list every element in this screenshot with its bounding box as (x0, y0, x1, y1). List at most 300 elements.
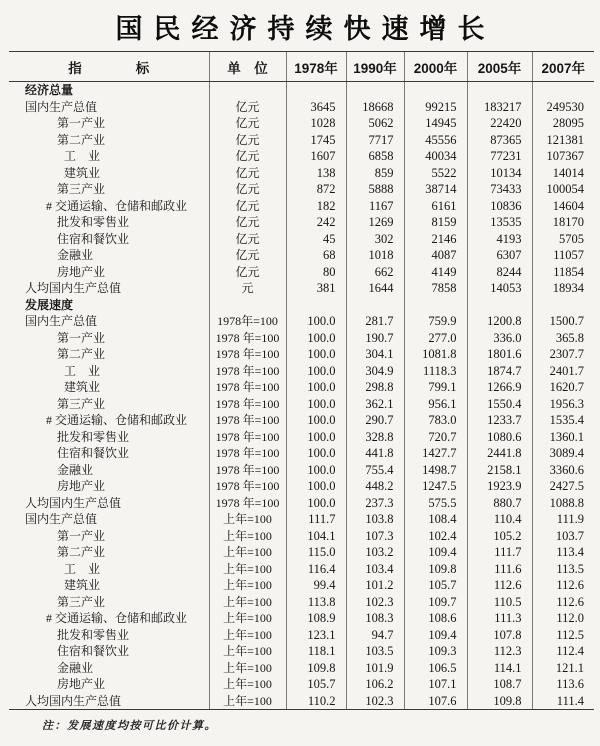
unit-cell: 亿元 (209, 148, 286, 165)
indicator-label: 批发和零售业 (57, 215, 130, 229)
table-row (9, 148, 594, 165)
value-cell: 799.1 (404, 379, 467, 396)
column-header-unit: 单 位 (209, 52, 286, 82)
value-cell: 73433 (467, 181, 532, 198)
value-cell: 109.8 (467, 693, 532, 710)
value-cell: 94.7 (346, 627, 404, 644)
value-cell: 5705 (532, 231, 594, 248)
value-cell: 441.8 (346, 445, 404, 462)
indicator-label: # 交通运输、仓储和邮政业 (46, 611, 188, 625)
value-cell: 45 (286, 231, 346, 248)
table-row (9, 544, 594, 561)
value-cell: 1028 (286, 115, 346, 132)
value-cell: 14014 (532, 165, 594, 182)
unit-cell: 上年=100 (209, 660, 286, 677)
value-cell: 2158.1 (467, 462, 532, 479)
value-cell: 100.0 (286, 313, 346, 330)
unit-cell (209, 297, 286, 314)
table-row (9, 396, 594, 413)
value-cell: 109.8 (404, 561, 467, 578)
value-cell: 103.8 (346, 511, 404, 528)
table-row (9, 445, 594, 462)
value-cell: 2307.7 (532, 346, 594, 363)
value-cell: 112.6 (532, 594, 594, 611)
unit-cell: 亿元 (209, 231, 286, 248)
value-cell: 108.6 (404, 610, 467, 627)
header-row (9, 52, 594, 82)
indicator-label: 批发和零售业 (57, 429, 130, 444)
value-cell: 100.0 (286, 346, 346, 363)
value-cell: 190.7 (346, 330, 404, 347)
value-cell: 18170 (532, 214, 594, 231)
section-row (9, 297, 594, 314)
table-row (9, 462, 594, 479)
table-row (9, 676, 594, 693)
value-cell: 102.3 (346, 594, 404, 611)
table-row (9, 627, 594, 644)
value-cell: 113.5 (532, 561, 594, 578)
value-cell: 1081.8 (404, 346, 467, 363)
value-cell: 1801.6 (467, 346, 532, 363)
value-cell: 1500.7 (532, 313, 594, 330)
unit-cell: 上年=100 (209, 643, 286, 660)
value-cell: 100.0 (286, 478, 346, 495)
value-cell: 100054 (532, 181, 594, 198)
value-cell: 1874.7 (467, 363, 532, 380)
value-cell: 38714 (404, 181, 467, 198)
value-cell: 14604 (532, 198, 594, 215)
indicator-label: 建筑业 (64, 578, 101, 592)
unit-cell: 亿元 (209, 198, 286, 215)
value-cell: 14945 (404, 115, 467, 132)
value-cell: 28095 (532, 115, 594, 132)
table-row (9, 247, 594, 264)
value-cell: 6858 (346, 148, 404, 165)
value-cell: 183217 (467, 99, 532, 116)
value-cell: 10134 (467, 165, 532, 182)
indicator-label: 工 业 (64, 149, 101, 163)
value-cell: 11854 (532, 264, 594, 281)
value-cell: 302 (346, 231, 404, 248)
table-row (9, 660, 594, 677)
value-cell: 100.0 (286, 363, 346, 380)
value-cell: 118.1 (286, 643, 346, 660)
indicator-label: 住宿和餐饮业 (57, 644, 130, 658)
value-cell: 111.4 (532, 693, 594, 710)
national-economy-table (9, 51, 594, 710)
value-cell: 105.7 (286, 676, 346, 693)
indicator-label: 第二产业 (57, 545, 106, 559)
table-row (9, 610, 594, 627)
table-row (9, 594, 594, 611)
value-cell: 121.1 (532, 660, 594, 677)
value-cell: 111.7 (286, 511, 346, 528)
value-cell: 4193 (467, 231, 532, 248)
value-cell: 2427.5 (532, 478, 594, 495)
unit-cell: 1978 年=100 (209, 445, 286, 462)
value-cell: 102.4 (404, 528, 467, 545)
indicator-label: 第一产业 (57, 116, 106, 130)
unit-cell: 上年=100 (209, 511, 286, 528)
value-cell: 1088.8 (532, 495, 594, 512)
indicator-label: 房地产业 (57, 677, 106, 691)
unit-cell: 上年=100 (209, 594, 286, 611)
indicator-label: 第一产业 (57, 330, 106, 345)
value-cell: 1167 (346, 198, 404, 215)
column-header-indicator: 指 标 (9, 52, 209, 82)
value-cell: 108.7 (467, 676, 532, 693)
value-cell: 3645 (286, 99, 346, 116)
value-cell: 87365 (467, 132, 532, 149)
unit-cell: 1978 年=100 (209, 330, 286, 347)
value-cell: 68 (286, 247, 346, 264)
indicator-label: 第三产业 (57, 182, 106, 196)
value-cell: 77231 (467, 148, 532, 165)
indicator-label: 第一产业 (57, 528, 106, 543)
value-cell: 4087 (404, 247, 467, 264)
value-cell: 14053 (467, 280, 532, 297)
value-cell (286, 82, 346, 99)
indicator-label: 金融业 (57, 248, 94, 262)
footnote: 注：发展速度均按可比价计算。 (42, 720, 217, 732)
indicator-label: 住宿和餐饮业 (57, 446, 130, 460)
value-cell: 112.6 (532, 577, 594, 594)
value-cell: 5522 (404, 165, 467, 182)
value-cell: 18934 (532, 280, 594, 297)
indicator-label: # 交通运输、仓储和邮政业 (46, 198, 188, 213)
value-cell: 100.0 (286, 396, 346, 413)
unit-cell: 上年=100 (209, 627, 286, 644)
table-row (9, 577, 594, 594)
value-cell: 101.2 (346, 577, 404, 594)
indicator-label: 建筑业 (64, 380, 101, 394)
section-label: 发展速度 (25, 297, 74, 312)
indicator-label: 金融业 (57, 660, 94, 675)
value-cell: 112.0 (532, 610, 594, 627)
value-cell: 7717 (346, 132, 404, 149)
value-cell: 3360.6 (532, 462, 594, 479)
unit-cell: 1978 年=100 (209, 495, 286, 512)
column-header-1978: 1978年 (286, 52, 346, 82)
value-cell: 11057 (532, 247, 594, 264)
indicator-label: 国内生产总值 (25, 99, 98, 114)
value-cell: 109.4 (404, 544, 467, 561)
value-cell: 8159 (404, 214, 467, 231)
value-cell: 100.0 (286, 495, 346, 512)
value-cell: 362.1 (346, 396, 404, 413)
indicator-label: 金融业 (57, 462, 94, 477)
value-cell: 116.4 (286, 561, 346, 578)
unit-cell: 上年=100 (209, 693, 286, 710)
table-row (9, 346, 594, 363)
unit-cell: 亿元 (209, 264, 286, 281)
value-cell: 110.5 (467, 594, 532, 611)
table-row (9, 264, 594, 281)
unit-cell: 亿元 (209, 165, 286, 182)
value-cell: 4149 (404, 264, 467, 281)
value-cell: 1018 (346, 247, 404, 264)
value-cell (467, 297, 532, 314)
value-cell: 99.4 (286, 577, 346, 594)
column-header-1990: 1990年 (346, 52, 404, 82)
indicator-label: 第二产业 (57, 347, 106, 361)
value-cell: 103.4 (346, 561, 404, 578)
table-row (9, 330, 594, 347)
value-cell: 112.5 (532, 627, 594, 644)
value-cell: 80 (286, 264, 346, 281)
value-cell: 112.3 (467, 643, 532, 660)
value-cell: 1247.5 (404, 478, 467, 495)
column-header-2007: 2007年 (532, 52, 594, 82)
table-row (9, 528, 594, 545)
value-cell: 182 (286, 198, 346, 215)
table-row (9, 198, 594, 215)
value-cell: 381 (286, 280, 346, 297)
value-cell: 7858 (404, 280, 467, 297)
value-cell: 1266.9 (467, 379, 532, 396)
unit-cell: 1978 年=100 (209, 396, 286, 413)
table-row (9, 132, 594, 149)
value-cell: 115.0 (286, 544, 346, 561)
value-cell: 365.8 (532, 330, 594, 347)
unit-cell: 亿元 (209, 214, 286, 231)
indicator-label: 建筑业 (64, 165, 101, 180)
value-cell: 111.6 (467, 561, 532, 578)
unit-cell: 元 (209, 280, 286, 297)
value-cell: 103.2 (346, 544, 404, 561)
value-cell: 662 (346, 264, 404, 281)
column-header-2000: 2000年 (404, 52, 467, 82)
value-cell: 105.2 (467, 528, 532, 545)
value-cell: 40034 (404, 148, 467, 165)
unit-cell: 1978 年=100 (209, 478, 286, 495)
value-cell: 1644 (346, 280, 404, 297)
value-cell: 6161 (404, 198, 467, 215)
value-cell: 1607 (286, 148, 346, 165)
value-cell: 109.8 (286, 660, 346, 677)
unit-cell: 1978 年=100 (209, 346, 286, 363)
value-cell: 1550.4 (467, 396, 532, 413)
value-cell: 109.3 (404, 643, 467, 660)
value-cell: 783.0 (404, 412, 467, 429)
value-cell: 107.3 (346, 528, 404, 545)
value-cell: 123.1 (286, 627, 346, 644)
column-header-2005: 2005年 (467, 52, 532, 82)
table-row (9, 231, 594, 248)
value-cell: 100.0 (286, 412, 346, 429)
value-cell: 113.8 (286, 594, 346, 611)
table-row (9, 313, 594, 330)
unit-cell: 亿元 (209, 247, 286, 264)
table-row (9, 429, 594, 446)
value-cell: 859 (346, 165, 404, 182)
indicator-label: 第二产业 (57, 132, 106, 147)
indicator-label: 房地产业 (57, 479, 106, 493)
table-row (9, 363, 594, 380)
value-cell: 102.3 (346, 693, 404, 710)
indicator-label: 住宿和餐饮业 (57, 231, 130, 246)
value-cell: 237.3 (346, 495, 404, 512)
unit-cell: 1978年=100 (209, 313, 286, 330)
value-cell: 13535 (467, 214, 532, 231)
value-cell: 22420 (467, 115, 532, 132)
section-row (9, 82, 594, 99)
unit-cell: 1978 年=100 (209, 462, 286, 479)
value-cell: 1956.3 (532, 396, 594, 413)
indicator-label: 人均国内生产总值 (9, 693, 209, 710)
value-cell (467, 82, 532, 99)
unit-cell: 上年=100 (209, 544, 286, 561)
value-cell: 105.7 (404, 577, 467, 594)
value-cell: 104.1 (286, 528, 346, 545)
unit-cell: 1978 年=100 (209, 412, 286, 429)
value-cell: 45556 (404, 132, 467, 149)
value-cell: 1498.7 (404, 462, 467, 479)
value-cell: 2146 (404, 231, 467, 248)
value-cell: 242 (286, 214, 346, 231)
value-cell: 138 (286, 165, 346, 182)
value-cell: 109.4 (404, 627, 467, 644)
value-cell: 880.7 (467, 495, 532, 512)
indicator-label: 批发和零售业 (57, 627, 130, 642)
value-cell: 106.5 (404, 660, 467, 677)
value-cell: 1200.8 (467, 313, 532, 330)
indicator-label: 第三产业 (57, 396, 106, 411)
value-cell (532, 297, 594, 314)
value-cell: 121381 (532, 132, 594, 149)
value-cell: 1923.9 (467, 478, 532, 495)
value-cell (404, 297, 467, 314)
value-cell: 103.7 (532, 528, 594, 545)
unit-cell: 1978 年=100 (209, 379, 286, 396)
indicator-label: 人均国内生产总值 (25, 495, 122, 510)
table-row (9, 511, 594, 528)
section-label: 经济总量 (25, 83, 74, 97)
value-cell: 107.1 (404, 676, 467, 693)
value-cell: 111.9 (532, 511, 594, 528)
value-cell: 1269 (346, 214, 404, 231)
value-cell: 720.7 (404, 429, 467, 446)
value-cell: 99215 (404, 99, 467, 116)
unit-cell: 亿元 (209, 181, 286, 198)
value-cell: 290.7 (346, 412, 404, 429)
value-cell: 103.5 (346, 643, 404, 660)
table-row (9, 99, 594, 116)
indicator-label: 第三产业 (57, 594, 106, 609)
indicator-label: 国内生产总值 (25, 512, 98, 526)
value-cell: 113.4 (532, 544, 594, 561)
table-row (9, 478, 594, 495)
value-cell: 872 (286, 181, 346, 198)
unit-cell: 上年=100 (209, 528, 286, 545)
value-cell: 2401.7 (532, 363, 594, 380)
value-cell: 1745 (286, 132, 346, 149)
value-cell (532, 82, 594, 99)
table-row (9, 693, 594, 710)
value-cell: 277.0 (404, 330, 467, 347)
unit-cell: 上年=100 (209, 577, 286, 594)
table-row (9, 495, 594, 512)
value-cell: 304.1 (346, 346, 404, 363)
value-cell: 5888 (346, 181, 404, 198)
value-cell (286, 297, 346, 314)
value-cell: 1360.1 (532, 429, 594, 446)
value-cell: 281.7 (346, 313, 404, 330)
table-row (9, 280, 594, 297)
value-cell: 1535.4 (532, 412, 594, 429)
value-cell: 328.8 (346, 429, 404, 446)
indicator-label: # 交通运输、仓储和邮政业 (46, 413, 188, 427)
value-cell: 111.7 (467, 544, 532, 561)
value-cell: 6307 (467, 247, 532, 264)
value-cell: 113.6 (532, 676, 594, 693)
value-cell: 110.4 (467, 511, 532, 528)
value-cell: 100.0 (286, 429, 346, 446)
unit-cell: 上年=100 (209, 610, 286, 627)
value-cell: 298.8 (346, 379, 404, 396)
table-row (9, 379, 594, 396)
unit-cell: 上年=100 (209, 561, 286, 578)
value-cell: 336.0 (467, 330, 532, 347)
value-cell: 1620.7 (532, 379, 594, 396)
value-cell: 100.0 (286, 445, 346, 462)
value-cell: 100.0 (286, 462, 346, 479)
table-header (9, 52, 594, 82)
value-cell: 249530 (532, 99, 594, 116)
indicator-label: 工 业 (64, 363, 101, 378)
value-cell: 101.9 (346, 660, 404, 677)
value-cell: 755.4 (346, 462, 404, 479)
unit-cell: 亿元 (209, 115, 286, 132)
table-body (9, 82, 594, 710)
value-cell: 100.0 (286, 330, 346, 347)
value-cell: 2441.8 (467, 445, 532, 462)
value-cell: 18668 (346, 99, 404, 116)
value-cell: 10836 (467, 198, 532, 215)
value-cell: 1118.3 (404, 363, 467, 380)
value-cell: 1233.7 (467, 412, 532, 429)
value-cell: 106.2 (346, 676, 404, 693)
value-cell: 112.4 (532, 643, 594, 660)
value-cell: 5062 (346, 115, 404, 132)
table-row (9, 412, 594, 429)
indicator-label: 国内生产总值 (25, 314, 98, 328)
unit-cell: 亿元 (209, 132, 286, 149)
value-cell: 107.8 (467, 627, 532, 644)
value-cell: 108.9 (286, 610, 346, 627)
value-cell: 100.0 (286, 379, 346, 396)
table-row (9, 214, 594, 231)
value-cell (404, 82, 467, 99)
value-cell: 304.9 (346, 363, 404, 380)
value-cell: 1080.6 (467, 429, 532, 446)
value-cell (346, 297, 404, 314)
value-cell: 3089.4 (532, 445, 594, 462)
unit-cell: 1978 年=100 (209, 429, 286, 446)
table-row (9, 165, 594, 182)
table-row (9, 115, 594, 132)
unit-cell (209, 82, 286, 99)
value-cell: 956.1 (404, 396, 467, 413)
value-cell: 108.4 (404, 511, 467, 528)
page-title: 国民经济持续快速增长 (115, 14, 496, 44)
indicator-label: 房地产业 (57, 264, 106, 279)
unit-cell: 亿元 (209, 99, 286, 116)
value-cell: 1427.7 (404, 445, 467, 462)
value-cell: 107367 (532, 148, 594, 165)
table-row (9, 181, 594, 198)
value-cell: 110.2 (286, 693, 346, 710)
